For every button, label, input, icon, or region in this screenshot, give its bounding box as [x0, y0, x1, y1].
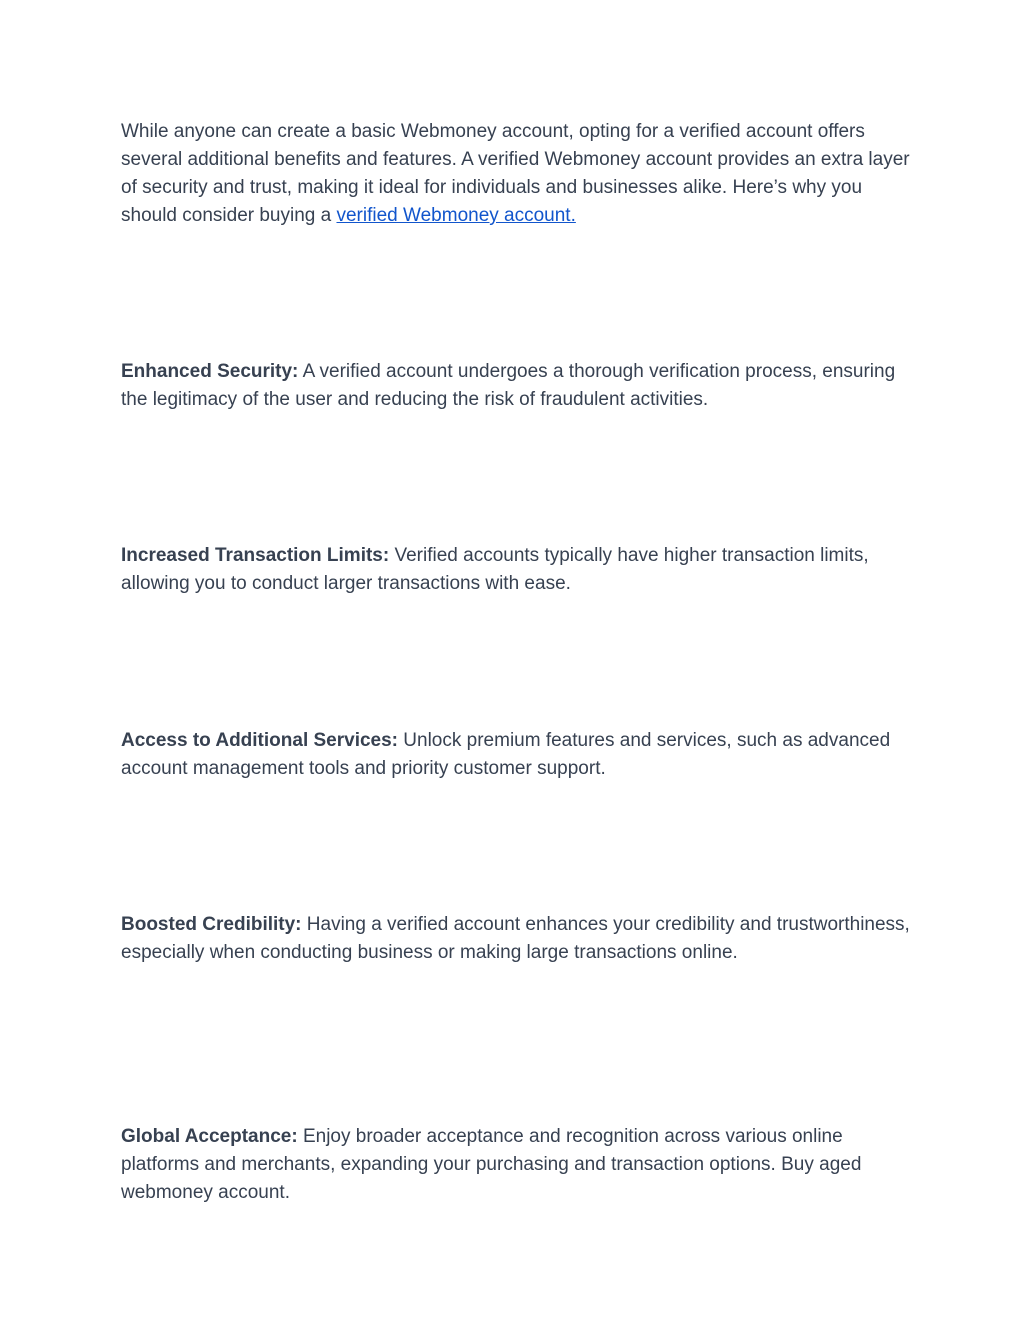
benefit-text: Having a verified account enhances your credibility and trustworthiness, especially when conducting business or making large transactions online. — [121, 914, 910, 963]
intro-paragraph — [121, 118, 911, 230]
benefit-title: Increased Transaction Limits: — [121, 545, 390, 566]
benefit-text: A verified account undergoes a thorough verification process, ensuring the legitimacy of the user and reducing the risk of fraudulent activities. — [121, 361, 896, 410]
benefit-text: Enjoy broader acceptance and recognition across various online platforms and merchants, expanding your purchasing and transaction options. Buy aged webmoney account. — [121, 1126, 862, 1203]
benefit-text: Unlock premium features and services, such as advanced account management tools and priority customer support. — [121, 730, 891, 779]
benefit-title: Boosted Credibility: — [121, 914, 302, 935]
benefit-increased-transaction-limits — [121, 542, 911, 598]
benefit-global-acceptance — [121, 1123, 911, 1207]
benefit-title: Global Acceptance: — [121, 1126, 298, 1147]
benefit-enhanced-security — [121, 358, 911, 414]
benefit-title: Access to Additional Services: — [121, 730, 399, 751]
benefit-boosted-credibility — [121, 911, 911, 967]
benefit-title: Enhanced Security: — [121, 361, 299, 382]
verified-webmoney-account-link[interactable]: verified Webmoney account. — [336, 205, 576, 226]
benefit-access-to-additional-services — [121, 727, 911, 783]
intro-text: While anyone can create a basic Webmoney account, opting for a verified account offers several additional benefits and features. A verified Webmoney account provides an extra layer of security and trust, making it ideal for individuals and businesses alike. Here’s why you should consider buying a — [121, 121, 910, 226]
benefit-text: Verified accounts typically have higher transaction limits, allowing you to conduct larger transactions with ease. — [121, 545, 869, 594]
